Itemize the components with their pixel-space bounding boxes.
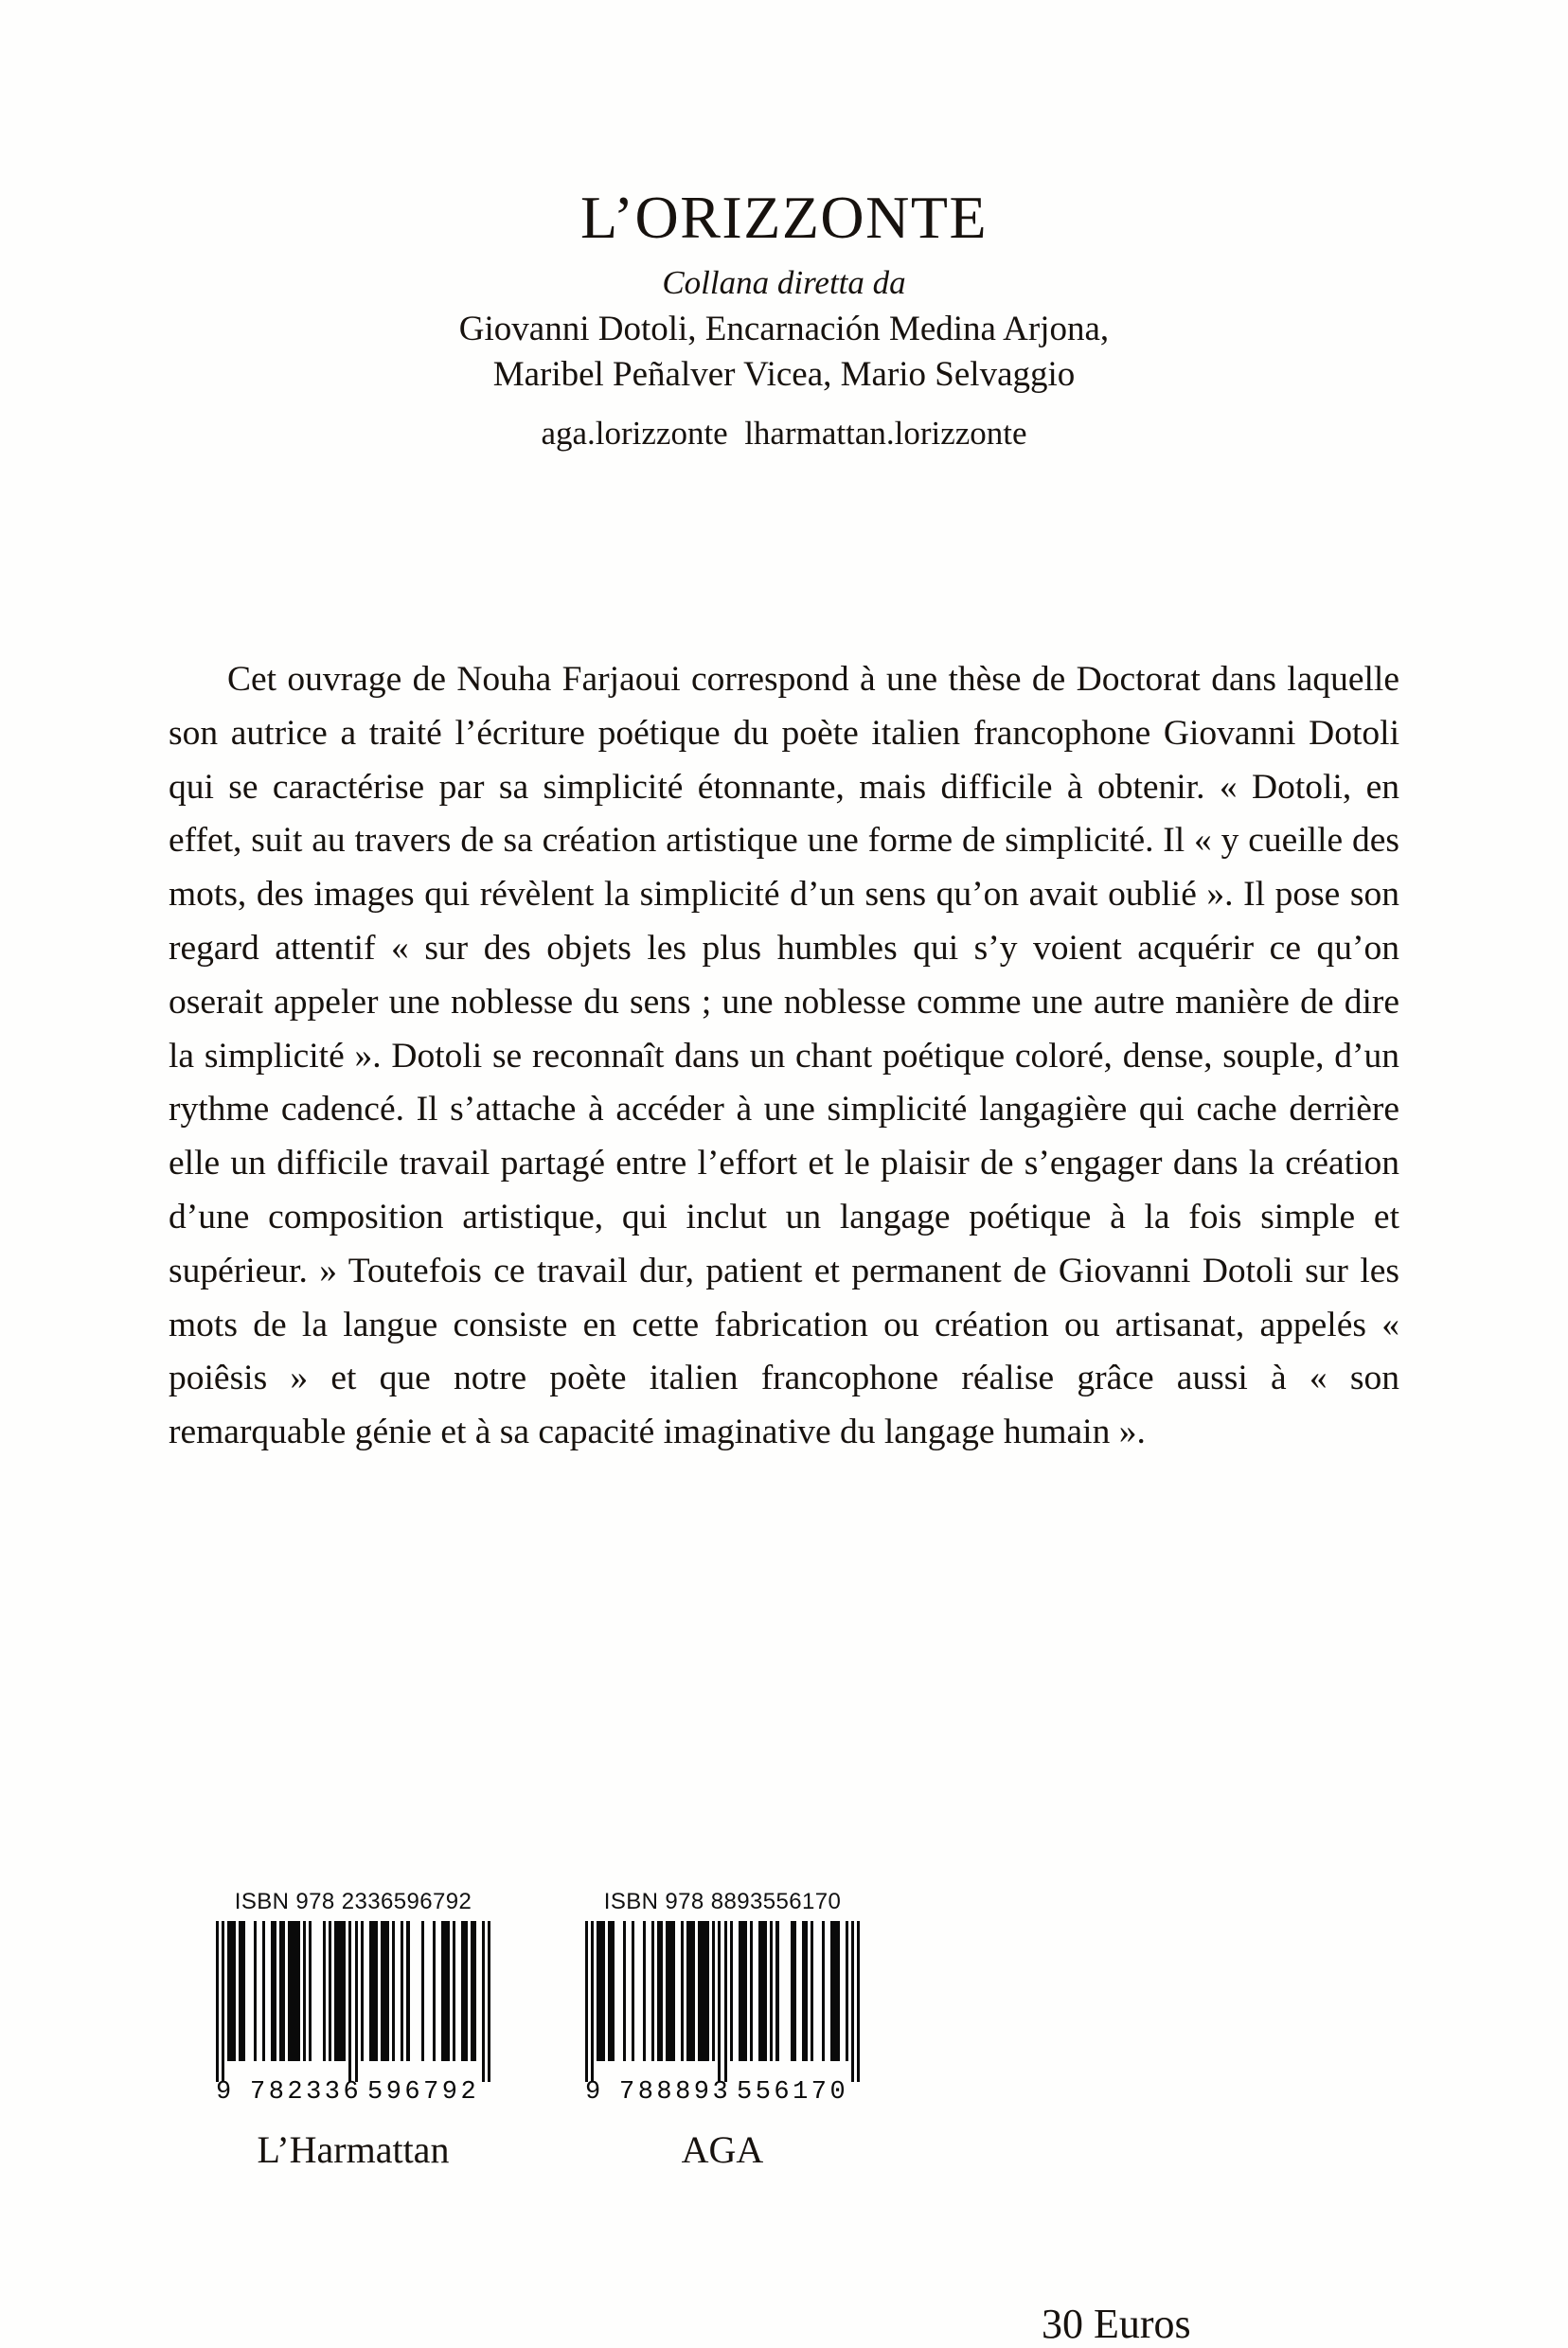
ean-group-b: 556170 — [737, 2078, 849, 2107]
barcode-bars — [585, 1921, 860, 2082]
series-editors-line-2: Maribel Peñalver Vicea, Mario Selvaggio — [492, 355, 1076, 395]
ean-digits-harmattan — [216, 2078, 490, 2114]
blurb-paragraph: Cet ouvrage de Nouha Farjaoui correspond à une thèse de Doctorat dans laquelle son autrice a traité l’écriture poétique du poète italien francophone Giovanni Dotoli qui se caractérise par sa simplicité étonnante, mais difficile à obtenir. « Dotoli, en effet, suit au travers de sa création artistique une forme de simplicité. Il « y cueille des mots, des images qui révèlent la simplicité d’un sens qu’on avait oublié ». Il pose son regard attentif « sur des objets les plus humbles qui s’y voient acquérir ce qu’on oserait appeler une noblesse du sens ; une noblesse comme une autre manière de dire la simplicité ». Dotoli se reconnaît dans un chant poétique coloré, dense, souple, d’un rythme cadencé. Il s’attache à accéder à une simplicité langagière qui cache derrière elle un difficile travail partagé entre l’effort et le plaisir de s’engager dans la création d’une composition artistique, qui inclut un langage poétique à la fois simple et supérieur. » Toutefois ce travail dur, patient et permanent de Giovanni Dotoli sur les mots de la langue consiste en cette fabrication ou création ou artisanat, appelés « poiêsis » et que notre poète italien francophone réalise grâce aussi à « son remarquable génie et à sa capacité imaginative du langage humain ». — [169, 660, 1399, 1452]
series-subtitle: Collana diretta da — [662, 264, 906, 301]
ean-group-b: 596792 — [367, 2078, 480, 2107]
isbn-caption-aga: ISBN 978 8893556170 — [603, 1889, 842, 1914]
imprint-harmattan: L’Harmattan — [257, 2128, 450, 2171]
barcode-group-aga — [585, 1889, 860, 2172]
price-label: 30 Euros — [1042, 2301, 1191, 2347]
barcode-group-harmattan — [216, 1889, 490, 2172]
ean-digits-aga — [585, 2078, 860, 2114]
series-header — [0, 184, 1568, 454]
series-links: aga.lorizzonte lharmattan.lorizzonte — [541, 415, 1027, 453]
ean-group-a: 782336 — [250, 2078, 363, 2107]
series-editors — [0, 307, 1568, 398]
blurb-section — [169, 653, 1399, 1460]
isbn-caption-harmattan: ISBN 978 2336596792 — [234, 1889, 472, 1914]
barcode-harmattan — [216, 1921, 490, 2082]
ean-group-a: 788893 — [619, 2078, 732, 2107]
barcode-bars — [216, 1921, 490, 2082]
ean-lead-digit: 9 — [216, 2078, 235, 2107]
series-editors-line-1: Giovanni Dotoli, Encarnación Medina Arjona, — [458, 310, 1110, 349]
footer — [0, 1889, 1568, 2348]
imprint-aga: AGA — [681, 2128, 764, 2171]
series-title: L’ORIZZONTE — [579, 184, 989, 251]
ean-lead-digit: 9 — [585, 2078, 604, 2107]
barcode-aga — [585, 1921, 860, 2082]
